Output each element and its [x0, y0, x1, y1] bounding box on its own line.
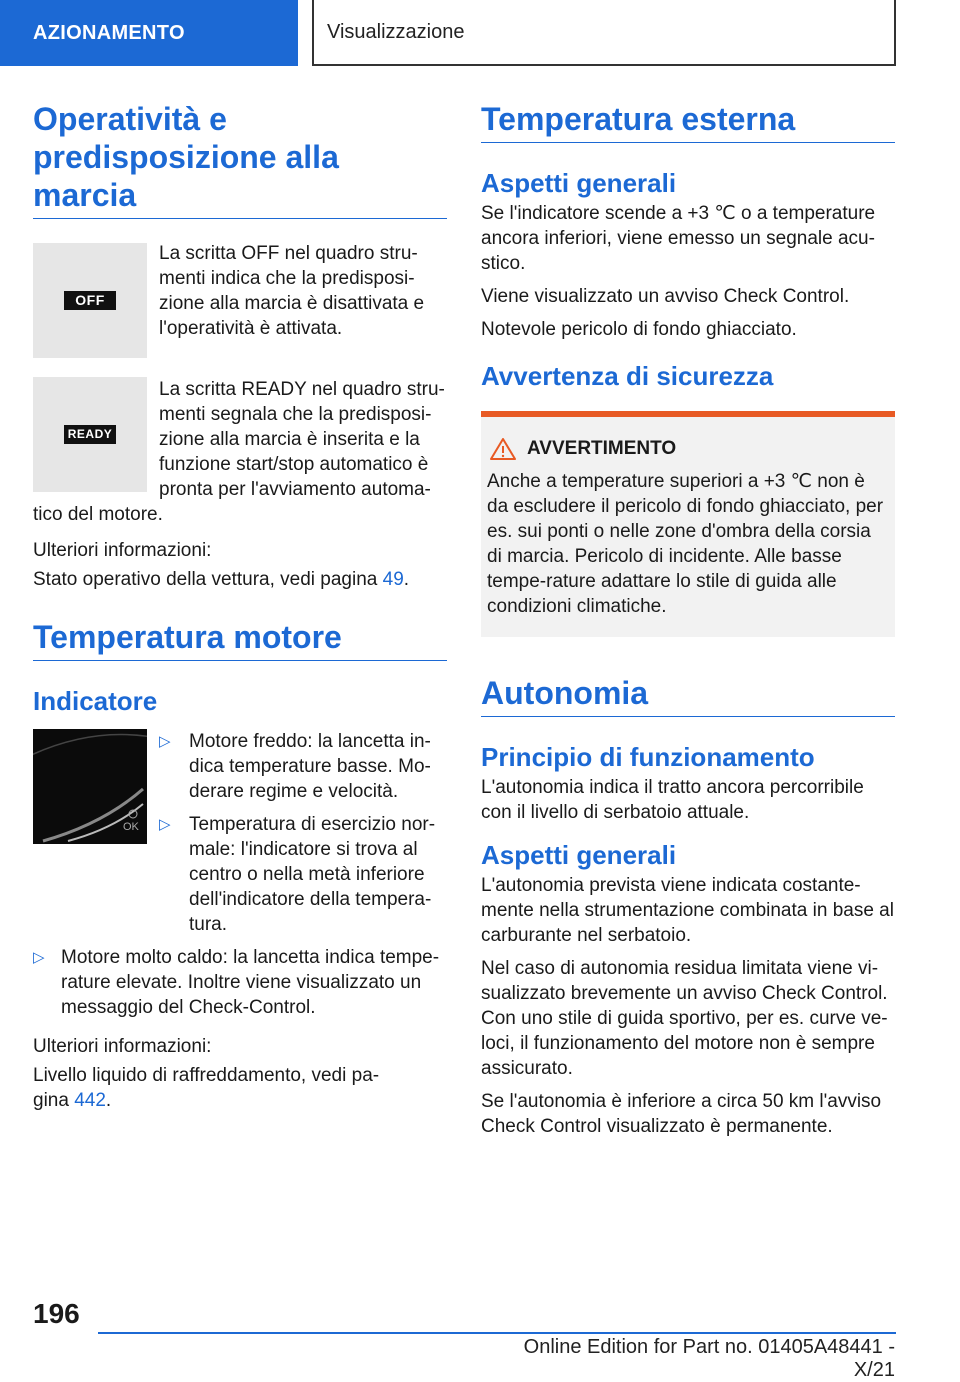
reference-1-end: .: [403, 569, 410, 590]
range-heading: Autonomia: [481, 674, 895, 717]
right-column: [481, 100, 895, 1139]
indicator-heading: Indicatore: [33, 686, 158, 716]
section-label: AZIONAMENTO: [33, 21, 185, 44]
ready-block: [33, 377, 447, 527]
edition-footer: Online Edition for Part no. 01405A48441 - X/21: [523, 1336, 895, 1381]
operativity-heading: Operatività e predisposizione alla marcia: [33, 100, 447, 219]
footer-divider: [98, 1332, 896, 1334]
engine-temp-heading: Temperatura motore: [33, 618, 447, 661]
reference-1: [33, 567, 447, 592]
reference-2-end: .: [105, 1090, 112, 1111]
bullet-text-cold: Motore freddo: la lancetta in-dica temperature basse. Mo-derare regime e velocità.: [189, 731, 431, 802]
ready-description: La scritta READY nel quadro stru-menti segnala che la predisposi-zione alla marcia è inserita e la funzione start/stop automatico è pronta per l'avviamento automa-tico del motore.: [33, 379, 445, 525]
general-2-heading: Aspetti generali: [481, 840, 677, 870]
chapter-tab: [312, 0, 896, 66]
general-paragraph-2: Viene visualizzato un avviso Check Control.: [481, 286, 850, 307]
safety-heading: Avvertenza di sicurezza: [481, 361, 774, 391]
gauge-block: [33, 729, 447, 937]
page-link-442[interactable]: 442: [74, 1090, 106, 1111]
bullet-triangle-icon: ▷: [159, 816, 171, 833]
page-number: 196: [33, 1298, 80, 1329]
bullet-triangle-icon: ▷: [33, 949, 45, 966]
off-badge: OFF: [64, 291, 116, 310]
left-column: [33, 100, 447, 1113]
bullet-item-cold: [159, 729, 447, 804]
reference-2-text: Livello liquido di raffreddamento, vedi pa-gina: [33, 1065, 380, 1111]
principle-paragraph: L'autonomia indica il tratto ancora percorribile con il livello di serbatoio attuale.: [481, 777, 864, 823]
reference-2: [33, 1063, 383, 1113]
general-heading: Aspetti generali: [481, 168, 677, 198]
page-link-49[interactable]: 49: [382, 569, 404, 590]
chapter-label: Visualizzazione: [327, 20, 465, 43]
general-2-paragraph-2: Nel caso di autonomia residua limitata viene vi-sualizzato brevemente un avviso Check Control. Con uno stile di guida sportivo, per es. curve ve-loci, il funzionamento del motore non è sempre assicurato.: [481, 958, 888, 1079]
bullet-text-normal: Temperatura di esercizio nor-male: l'indicatore si trova al centro o nella metà inferiore dell'indicatore della tempera-tura.: [189, 814, 436, 935]
general-2-paragraph-1: L'autonomia prevista viene indicata costante-mente nella strumentazione combinata in base al carburante nel serbatoio.: [481, 875, 894, 946]
general-2-paragraph-3: Se l'autonomia è inferiore a circa 50 km l'avviso Check Control visualizzato è permanente.: [481, 1091, 882, 1137]
principle-heading: Principio di funzionamento: [481, 742, 815, 772]
warning-box: [481, 411, 895, 637]
off-block: [33, 243, 447, 358]
warning-text: Anche a temperature superiori a +3 ℃ non è da escludere il pericolo di fondo ghiacciato, per es. sui ponti o nelle zone d'ombra della corsia di marcia. Pericolo di incidente. Alle basse tempe-rature adattare lo stile di guida alle condizioni climatiche.: [487, 471, 884, 617]
warning-label: AVVERTIMENTO: [527, 438, 677, 459]
ready-badge: READY: [64, 425, 116, 444]
gauge-ok-label: OK: [123, 821, 139, 833]
more-info-label-2: Ulteriori informazioni:: [33, 1036, 212, 1057]
ready-indicator-image: [33, 377, 147, 492]
off-description: La scritta OFF nel quadro stru-menti indica che la predisposi-zione alla marcia è disattivata e l'operatività è attivata.: [159, 243, 425, 339]
more-info-label-1: Ulteriori informazioni:: [33, 540, 212, 561]
warning-triangle-icon: [489, 437, 517, 461]
warning-header: [487, 437, 889, 461]
off-indicator-image: [33, 243, 147, 358]
external-temp-heading: Temperatura esterna: [481, 100, 895, 143]
general-paragraph-3: Notevole pericolo di fondo ghiacciato.: [481, 319, 797, 340]
bullet-triangle-icon: ▷: [159, 733, 171, 750]
general-paragraph-1: Se l'indicatore scende a +3 ℃ o a temperature ancora inferiori, viene emesso un segnale acu-stico.: [481, 203, 876, 274]
reference-1-text: Stato operativo della vettura, vedi pagina: [33, 569, 383, 590]
section-tab: [0, 0, 298, 66]
bullet-item-hot: [33, 945, 447, 1020]
temperature-gauge-image: [33, 729, 147, 844]
bullet-text-hot: Motore molto caldo: la lancetta indica tempe-rature elevate. Inoltre viene visualizzato un messaggio del Check-Control.: [61, 947, 440, 1018]
gauge-bullets: [159, 729, 447, 937]
bullet-item-normal: [159, 812, 447, 937]
